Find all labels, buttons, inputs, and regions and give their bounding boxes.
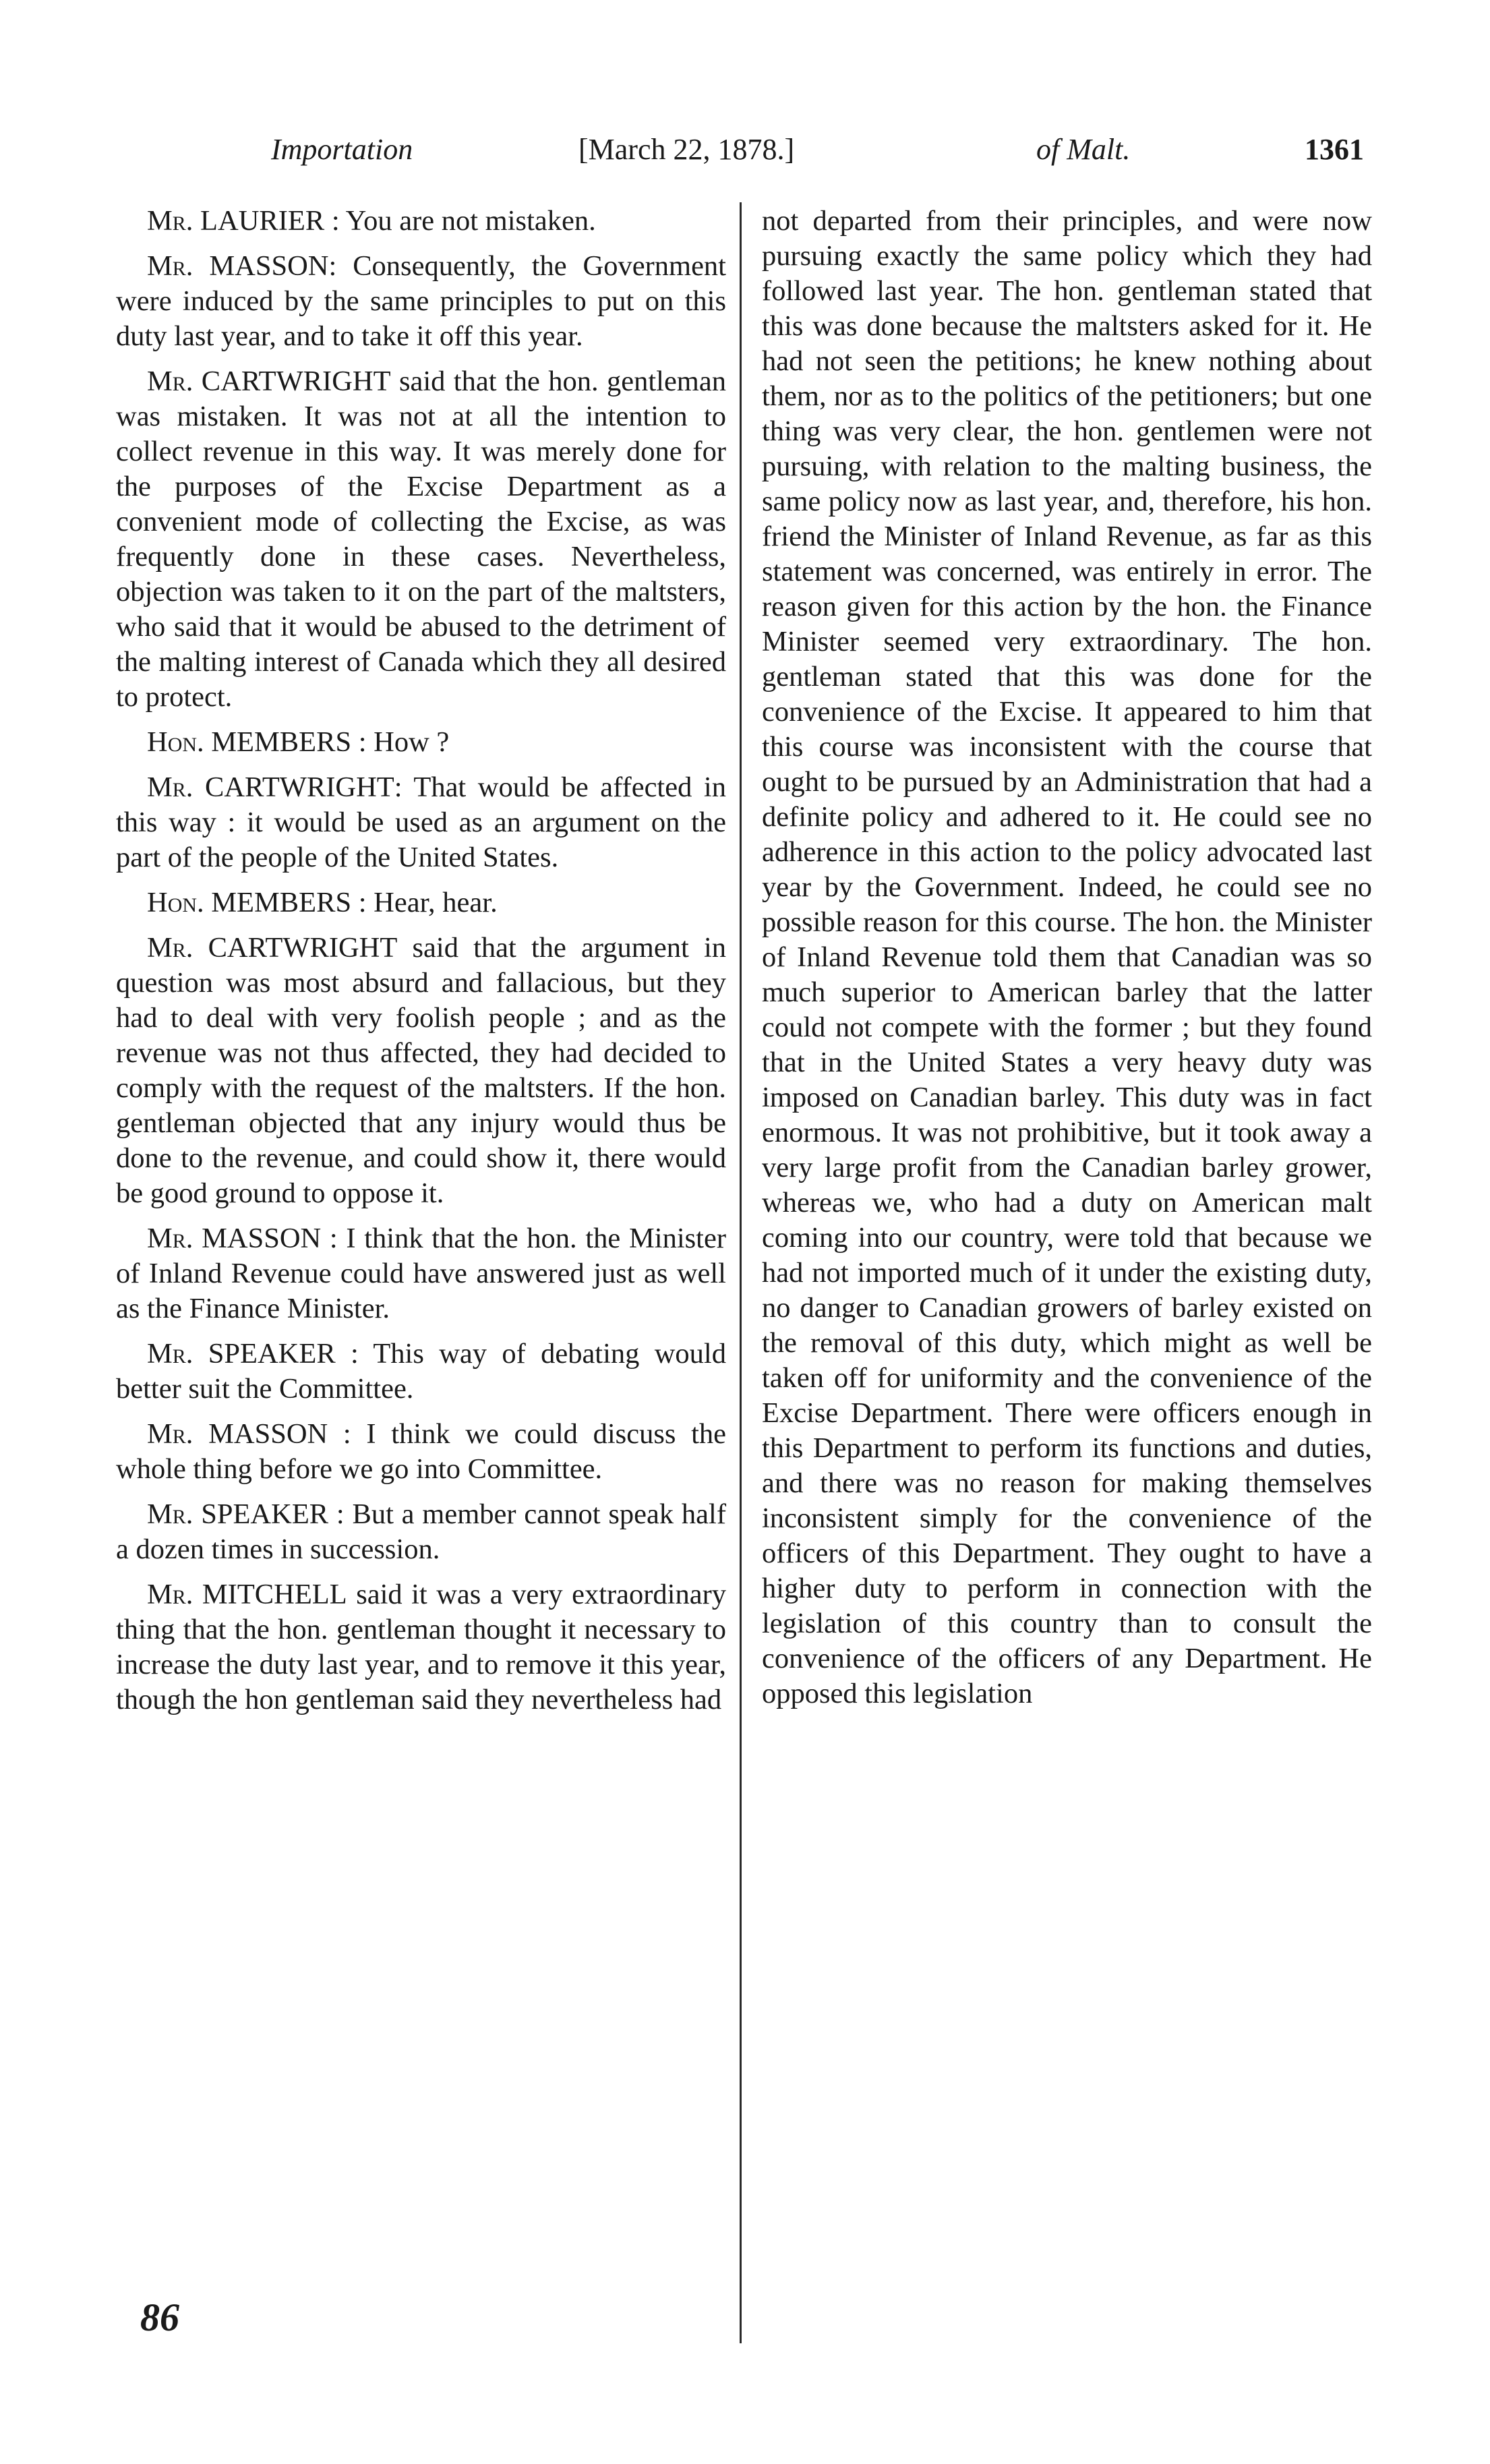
speaker-name: Mr. LAURIER <box>147 205 325 237</box>
speech-text: said that the argument in question was most absurd and fallacious, but they had to deal with very foolish people ; and as the revenue was not thus affected, they had decided to comply with the request of the maltsters. If the hon. gentleman objected that any injury would thus be done to the revenue, and could show it, there would be good ground to oppose it. <box>116 932 726 1209</box>
speaker-name: Mr. MITCHELL <box>147 1579 347 1610</box>
paragraph <box>116 1577 726 1718</box>
paragraph <box>116 249 726 354</box>
paragraph <box>116 364 726 715</box>
speaker-name: Mr. SPEAKER <box>147 1498 329 1530</box>
speech-text: : This way of debating would better suit the Committee. <box>116 1338 726 1405</box>
speech-text: : That would be affected in this way : it would be used as an argument on the part of the people of the United States. <box>116 771 726 873</box>
speaker-name: Hon. MEMBERS <box>147 887 352 918</box>
speaker-name: Mr. MASSON <box>147 250 329 282</box>
speaker-name: Mr. CARTWRIGHT <box>147 771 394 803</box>
paragraph <box>116 770 726 875</box>
left-column <box>116 204 726 1728</box>
column-rule <box>740 202 742 2343</box>
speaker-name: Mr. SPEAKER <box>147 1338 336 1370</box>
paragraph <box>116 1337 726 1407</box>
header-date: [March 22, 1878.] <box>578 133 795 166</box>
page-number: 1361 <box>1305 133 1364 166</box>
speaker-name: Mr. CARTWRIGHT <box>147 932 398 964</box>
speaker-name: Mr. CARTWRIGHT <box>147 365 391 397</box>
running-header <box>0 132 1490 179</box>
right-column <box>762 204 1372 1722</box>
speaker-name: Mr. MASSON <box>147 1223 322 1254</box>
signature-mark: 86 <box>140 2295 179 2339</box>
speech-text: said it was a very extraordinary thing that the hon. gentleman thought it necessary to increase the duty last year, and to remove it this year, though the hon gentleman said they nevertheless had <box>116 1579 726 1715</box>
header-topic-left: Importation <box>271 133 413 166</box>
speech-text: : I think that the hon. the Minister of Inland Revenue could have answered just as well as the Finance Minister. <box>116 1223 726 1324</box>
speech-text: : I think we could discuss the whole thing before we go into Committee. <box>116 1418 726 1485</box>
speech-text: said that the hon. gentleman was mistaken. It was not at all the intention to collect revenue in this way. It was merely done for the purposes of the Excise Department as a convenient mode of collecting the Excise, as was frequently done in these cases. Nevertheless, objection was taken to it on the part of the maltsters, who said that it would be abused to the detriment of the malting interest of Canada which they all desired to protect. <box>116 365 726 713</box>
paragraph <box>116 1221 726 1326</box>
speech-text: : You are not mistaken. <box>324 205 596 237</box>
speaker-name: Mr. MASSON <box>147 1418 328 1450</box>
paragraph <box>116 725 726 760</box>
speech-text: : But a member cannot speak half a dozen times in succession. <box>116 1498 726 1565</box>
speech-text: : Consequently, the Government were induced by the same principles to put on this duty last year, and to take it off this year. <box>116 250 726 352</box>
paragraph <box>116 1497 726 1567</box>
paragraph <box>116 885 726 920</box>
speech-text: : Hear, hear. <box>351 887 498 918</box>
header-topic-right: of Malt. <box>1036 133 1131 166</box>
speech-text: not departed from their principles, and were now pursuing exactly the same policy which they had followed last year. The hon. gentleman stated that this was done because the maltsters asked for it. He had not seen the petitions; he knew nothing about them, nor as to the politics of the petitioners; but one thing was very clear, the hon. gentlemen were not pursuing, with relation to the malting business, the same policy now as last year, and, therefore, his hon. friend the Minister of Inland Revenue, as far as this statement was concerned, was entirely in error. The reason given for this action by the hon. the Finance Minister seemed very extraordinary. The hon. gentleman stated that this was done for the convenience of the Excise. It appeared to him that this course was inconsistent with the course that ought to be pursued by an Administration that had a definite policy and adhered to it. He could see no adherence in this action to the policy advocated last year by the Government. Indeed, he could see no possible reason for this course. The hon. the Minister of Inland Revenue told them that Canadian was so much superior to American barley that the latter could not compete with the former ; but they found that in the United States a very heavy duty was imposed on Canadian barley. This duty was in fact enormous. It was not prohibitive, but it took away a very large profit from the Canadian barley grower, whereas we, who had a duty on American malt coming into our country, were told that because we had not imported much of it under the existing duty, no danger to Canadian growers of barley existed on the removal of this duty, which might as well be taken off for uniformity and the convenience of the Excise Department. There were officers enough in this Department to perform its functions and duties, and there was no reason for making themselves inconsistent simply for the convenience of the officers of this Department. They ought to have a higher duty to perform in connection with the legislation of this country than to consult the convenience of the officers of any Department. He opposed this legislation <box>762 205 1372 1709</box>
paragraph <box>762 204 1372 1711</box>
paragraph <box>116 204 726 239</box>
paragraph <box>116 931 726 1211</box>
paragraph <box>116 1417 726 1487</box>
speech-text: : How ? <box>351 726 450 758</box>
speaker-name: Hon. MEMBERS <box>147 726 352 758</box>
